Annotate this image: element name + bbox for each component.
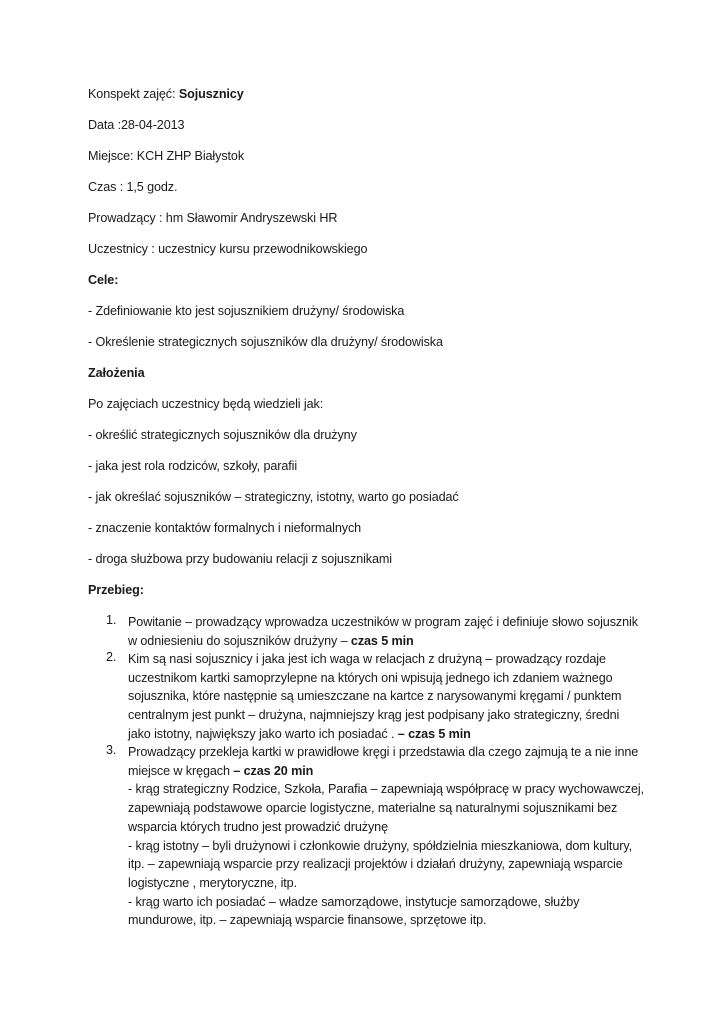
item-line: uczestnikom kartki samoprzylepne na których oni wpisują jednego ich zdaniem ważnego xyxy=(128,670,613,685)
assumption-item: - jak określać sojuszników – strategiczny, istotny, warto go posiadać xyxy=(88,490,459,504)
item-line xyxy=(128,762,668,781)
item-line-text: jako istotny, największy jako warto ich posiadać . xyxy=(128,726,398,741)
item-line: sojusznika, które następnie są umieszczane na kartce z narysowanymi kręgami / punktem xyxy=(128,689,622,704)
title-value: Sojusznicy xyxy=(178,87,244,101)
course-item-3 xyxy=(88,743,668,930)
assumption-item: - droga służbowa przy budowaniu relacji z sojusznikami xyxy=(88,552,392,566)
goal-item: - Zdefiniowanie kto jest sojusznikiem drużyny/ środowiska xyxy=(88,304,405,318)
assumption-item: - określić strategicznych sojuszników dla drużyny xyxy=(88,428,357,442)
item-time: – czas 5 min xyxy=(397,726,471,741)
date-line: Data :28-04-2013 xyxy=(88,118,185,132)
assumption-item: - jaka jest rola rodziców, szkoły, parafii xyxy=(88,459,298,473)
item-number: 1. xyxy=(106,613,117,627)
item-line: logistyczne , merytoryczne, itp. xyxy=(128,875,297,890)
item-line: Prowadzący przekleja kartki w prawidłowe kręgi i przedstawia dla czego zajmują te a nie inne xyxy=(128,745,639,759)
item-line xyxy=(128,725,668,744)
item-line-text: w odniesieniu do sojuszników drużyny – xyxy=(128,633,351,648)
lesson-title xyxy=(88,87,244,101)
item-line: mundurowe, itp. – zapewniają wsparcie finansowe, sprzętowe itp. xyxy=(128,913,487,928)
item-line: - krąg strategiczny Rodzice, Szkoła, Parafia – zapewniają współpracę w pracy wychowawczej, xyxy=(128,782,644,797)
assumption-item: - znaczenie kontaktów formalnych i nieformalnych xyxy=(88,521,362,535)
item-line: wsparcia których trudno jest prowadzić drużynę xyxy=(128,819,388,834)
course-heading: Przebieg: xyxy=(88,583,144,597)
item-line: Powitanie – prowadzący wprowadza uczestników w program zajęć i definiuje słowo sojusznik xyxy=(128,615,638,629)
assumptions-intro: Po zajęciach uczestnicy będą wiedzieli jak: xyxy=(88,397,324,411)
item-time: – czas 20 min xyxy=(233,763,314,778)
course-item-2 xyxy=(88,650,668,744)
item-line: itp. – zapewniają wsparcie przy realizacji projektów i działań drużyny, zapewniają wsparcie xyxy=(128,857,623,872)
place-line: Miejsce: KCH ZHP Białystok xyxy=(88,149,245,163)
title-label: Konspekt zajęć: xyxy=(88,87,176,101)
item-number: 2. xyxy=(106,650,117,664)
leader-line: Prowadzący : hm Sławomir Andryszewski HR xyxy=(88,211,338,225)
participants-line: Uczestnicy : uczestnicy kursu przewodnikowskiego xyxy=(88,242,368,256)
item-line: - krąg istotny – byli drużynowi i członkowie drużyny, spółdzielnia mieszkaniowa, dom kultury, xyxy=(128,838,632,853)
item-line: centralnym jest punkt – drużyna, najmniejszy krąg jest podpisany jako strategiczny, średni xyxy=(128,708,620,723)
assumptions-heading: Założenia xyxy=(88,366,145,380)
goals-heading: Cele: xyxy=(88,273,119,287)
item-line: Kim są nasi sojusznicy i jaka jest ich waga w relacjach z drużyną – prowadzący rozdaje xyxy=(128,652,606,666)
item-number: 3. xyxy=(106,743,117,757)
item-line-text: miejsce w kręgach xyxy=(128,763,234,778)
goal-item: - Określenie strategicznych sojuszników dla drużyny/ środowiska xyxy=(88,335,443,349)
course-item-1 xyxy=(88,613,668,650)
item-line: - krąg warto ich posiadać – władze samorządowe, instytucje samorządowe, służby xyxy=(128,894,580,909)
item-time: czas 5 min xyxy=(350,633,414,648)
time-line: Czas : 1,5 godz. xyxy=(88,180,178,194)
item-line xyxy=(128,632,668,651)
item-line: zapewniają podstawowe oparcie logistyczne, materialne są naturalnymi sojusznikami bez xyxy=(128,801,618,816)
